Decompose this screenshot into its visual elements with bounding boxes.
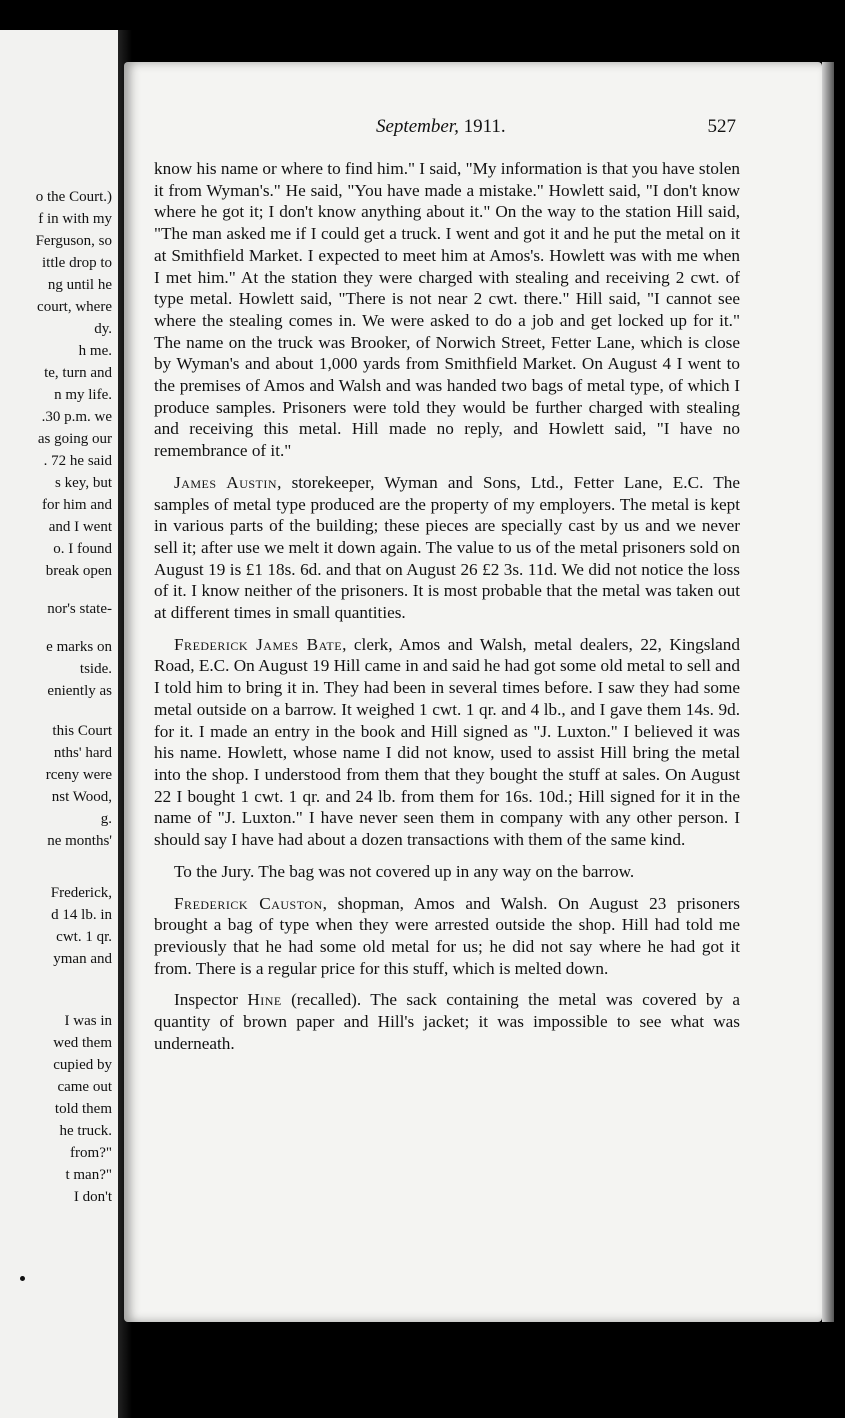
- paragraph: [154, 989, 740, 1054]
- page-number: 527: [707, 116, 736, 137]
- facing-page-fragment: e marks on: [46, 639, 112, 655]
- facing-page-fragment: cwt. 1 qr.: [56, 929, 112, 945]
- facing-page-fragment: cupied by: [53, 1057, 112, 1073]
- speaker-name: Frederick James Bate: [174, 634, 343, 654]
- speaker-name: James Austin: [174, 472, 278, 492]
- facing-page-fragment: break open: [45, 563, 112, 579]
- facing-page-fragment: tside.: [79, 661, 112, 677]
- facing-page-fragment: came out: [57, 1079, 112, 1095]
- facing-page-fragment: .30 p.m. we: [41, 409, 112, 425]
- paragraph-lead: Inspector: [174, 990, 248, 1010]
- facing-page-fragment: told them: [54, 1101, 112, 1117]
- facing-page-fragment: from?": [70, 1145, 112, 1161]
- speaker-name: Frederick Causton: [174, 893, 323, 913]
- facing-page-fragment: nor's state-: [47, 601, 112, 617]
- body-text: [154, 158, 740, 1054]
- paragraph-text: (recalled). The sack containing the metal was covered by a quantity of brown paper and Hill's jacket; it was impossible to see what was underneath.: [154, 990, 740, 1053]
- facing-page-fragment: he truck.: [59, 1123, 112, 1139]
- facing-page-fragment: this Court: [52, 723, 112, 739]
- facing-page-fragment: t man?": [65, 1167, 112, 1183]
- facing-page-fragment: nst Wood,: [51, 789, 112, 805]
- paragraph: [154, 472, 740, 624]
- facing-page-fragment: dy.: [94, 321, 112, 337]
- facing-page-fragment: ng until he: [47, 277, 112, 293]
- facing-page-fragment: g.: [100, 811, 112, 827]
- paragraph: [154, 158, 740, 462]
- paragraph-text: To the Jury. The bag was not covered up in any way on the barrow.: [174, 861, 635, 881]
- facing-page-fragment: n my life.: [54, 387, 112, 403]
- facing-page-fragment: nths' hard: [53, 745, 112, 761]
- facing-page-fragment: for him and: [42, 497, 112, 513]
- facing-page-fragment: as going our: [37, 431, 112, 447]
- paragraph-text: know his name or where to find him." I said, "My information is that you have stolen it from Wyman's." He said, "You have made a mistake." Howlett said, "I don't know where he got it; I don't know anything about it." On the way to the station Hill said, "The man asked me if I could get a truck. I went and got it and he put the metal on it at Smithfield Market. I expected to meet him at Amos's. Howlett was with me when I met him." At the station they were charged with stealing and receiving 2 cwt. of type metal. Howlett said, "There is not near 2 cwt. there." Hill said, "I cannot see where the stealing comes in. We were asked to do a job and get locked up for it." The name on the truck was Brooker, of Norwich Street, Fetter Lane, which is close by Wyman's and about 1,000 yards from Smithfield Market. On August 4 I went to the premises of Amos and Walsh and was handed two bags of metal type, of which I produce samples. Prisoners were told they would be further charged with stealing and receiving this metal. Hill made no reply, and Howlett said, "I have no remembrance of it.": [154, 159, 740, 461]
- facing-page-fragment: and I went: [48, 519, 112, 535]
- facing-page-fragment: s key, but: [55, 475, 112, 491]
- facing-page-fragment: I don't: [73, 1189, 112, 1205]
- facing-page-fragment: eniently as: [47, 683, 112, 699]
- facing-page-fragment: ittle drop to: [42, 255, 112, 271]
- facing-page: [0, 30, 118, 1418]
- speaker-name: Hine: [247, 990, 282, 1010]
- facing-page-fragment: ne months': [47, 833, 112, 849]
- paragraph: [154, 861, 740, 883]
- paragraph: [154, 634, 740, 851]
- paragraph: [154, 893, 740, 980]
- facing-page-fragment: o the Court.): [35, 189, 112, 205]
- facing-page-fragment: te, turn and: [44, 365, 112, 381]
- running-head-year: 1911.: [463, 116, 506, 137]
- paragraph-text: , shopman, Amos and Walsh. On August 23 prisoners brought a bag of type when they were arrested outside the shop. Hill had told me previously that he had some old metal for us; he did not say where he had got it from. There is a regular price for this stuff, which is melted down.: [154, 893, 740, 978]
- running-head-date: September, 1911.: [376, 116, 506, 137]
- facing-page-fragment: d 14 lb. in: [51, 907, 112, 923]
- margin-mark: [20, 1276, 25, 1281]
- facing-page-fragment: court, where: [37, 299, 112, 315]
- paragraph-text: , clerk, Amos and Walsh, metal dealers, 22, Kingsland Road, E.C. On August 19 Hill came in and said he had got some old metal to sell and I told him to bring it in. They had been in several times before. I saw they had some metal outside on a barrow. It weighed 1 cwt. 1 qr. and 4 lb., and I gave them 14s. 9d. for it. I made an entry in the book and Hill signed as "J. Luxton." I believed it was his name. Howlett, whose name I did not know, used to assist Hill bring the metal into the shop. I understood from them that they bought the stuff at sales. On August 22 I bought 1 cwt. 1 qr. and 24 lb. from them for 16s. 10d.; Hill signed for it in the name of "J. Luxton." I have never seen them in company with any other person. I should say I have had about a dozen transactions with them of the same kind.: [154, 634, 740, 850]
- facing-page-fragment: Frederick,: [50, 885, 112, 901]
- facing-page-fragment: o. I found: [53, 541, 112, 557]
- facing-page-fragment: f in with my: [38, 211, 112, 227]
- facing-page-fragment: . 72 he said: [43, 453, 112, 469]
- facing-page-fragment: wed them: [53, 1035, 112, 1051]
- facing-page-fragment: Ferguson, so: [35, 233, 112, 249]
- page-edge: [822, 62, 834, 1322]
- facing-page-fragment: yman and: [53, 951, 112, 967]
- facing-page-fragment: I was in: [64, 1013, 112, 1029]
- paragraph-text: , storekeeper, Wyman and Sons, Ltd., Fetter Lane, E.C. The samples of metal type produced are the property of my employers. The metal is kept in various parts of the building; these pieces are specially cast by us and we never sell it; after use we melt it down again. The value to us of the metal prisoners sold on August 19 is £1 18s. 6d. and that on August 26 £2 3s. 11d. We did not notice the loss of it. I know neither of the prisoners. It is most probable that the metal was taken out at different times in small quantities.: [154, 472, 741, 623]
- facing-page-fragment: rceny were: [45, 767, 112, 783]
- facing-page-fragment: h me.: [78, 343, 112, 359]
